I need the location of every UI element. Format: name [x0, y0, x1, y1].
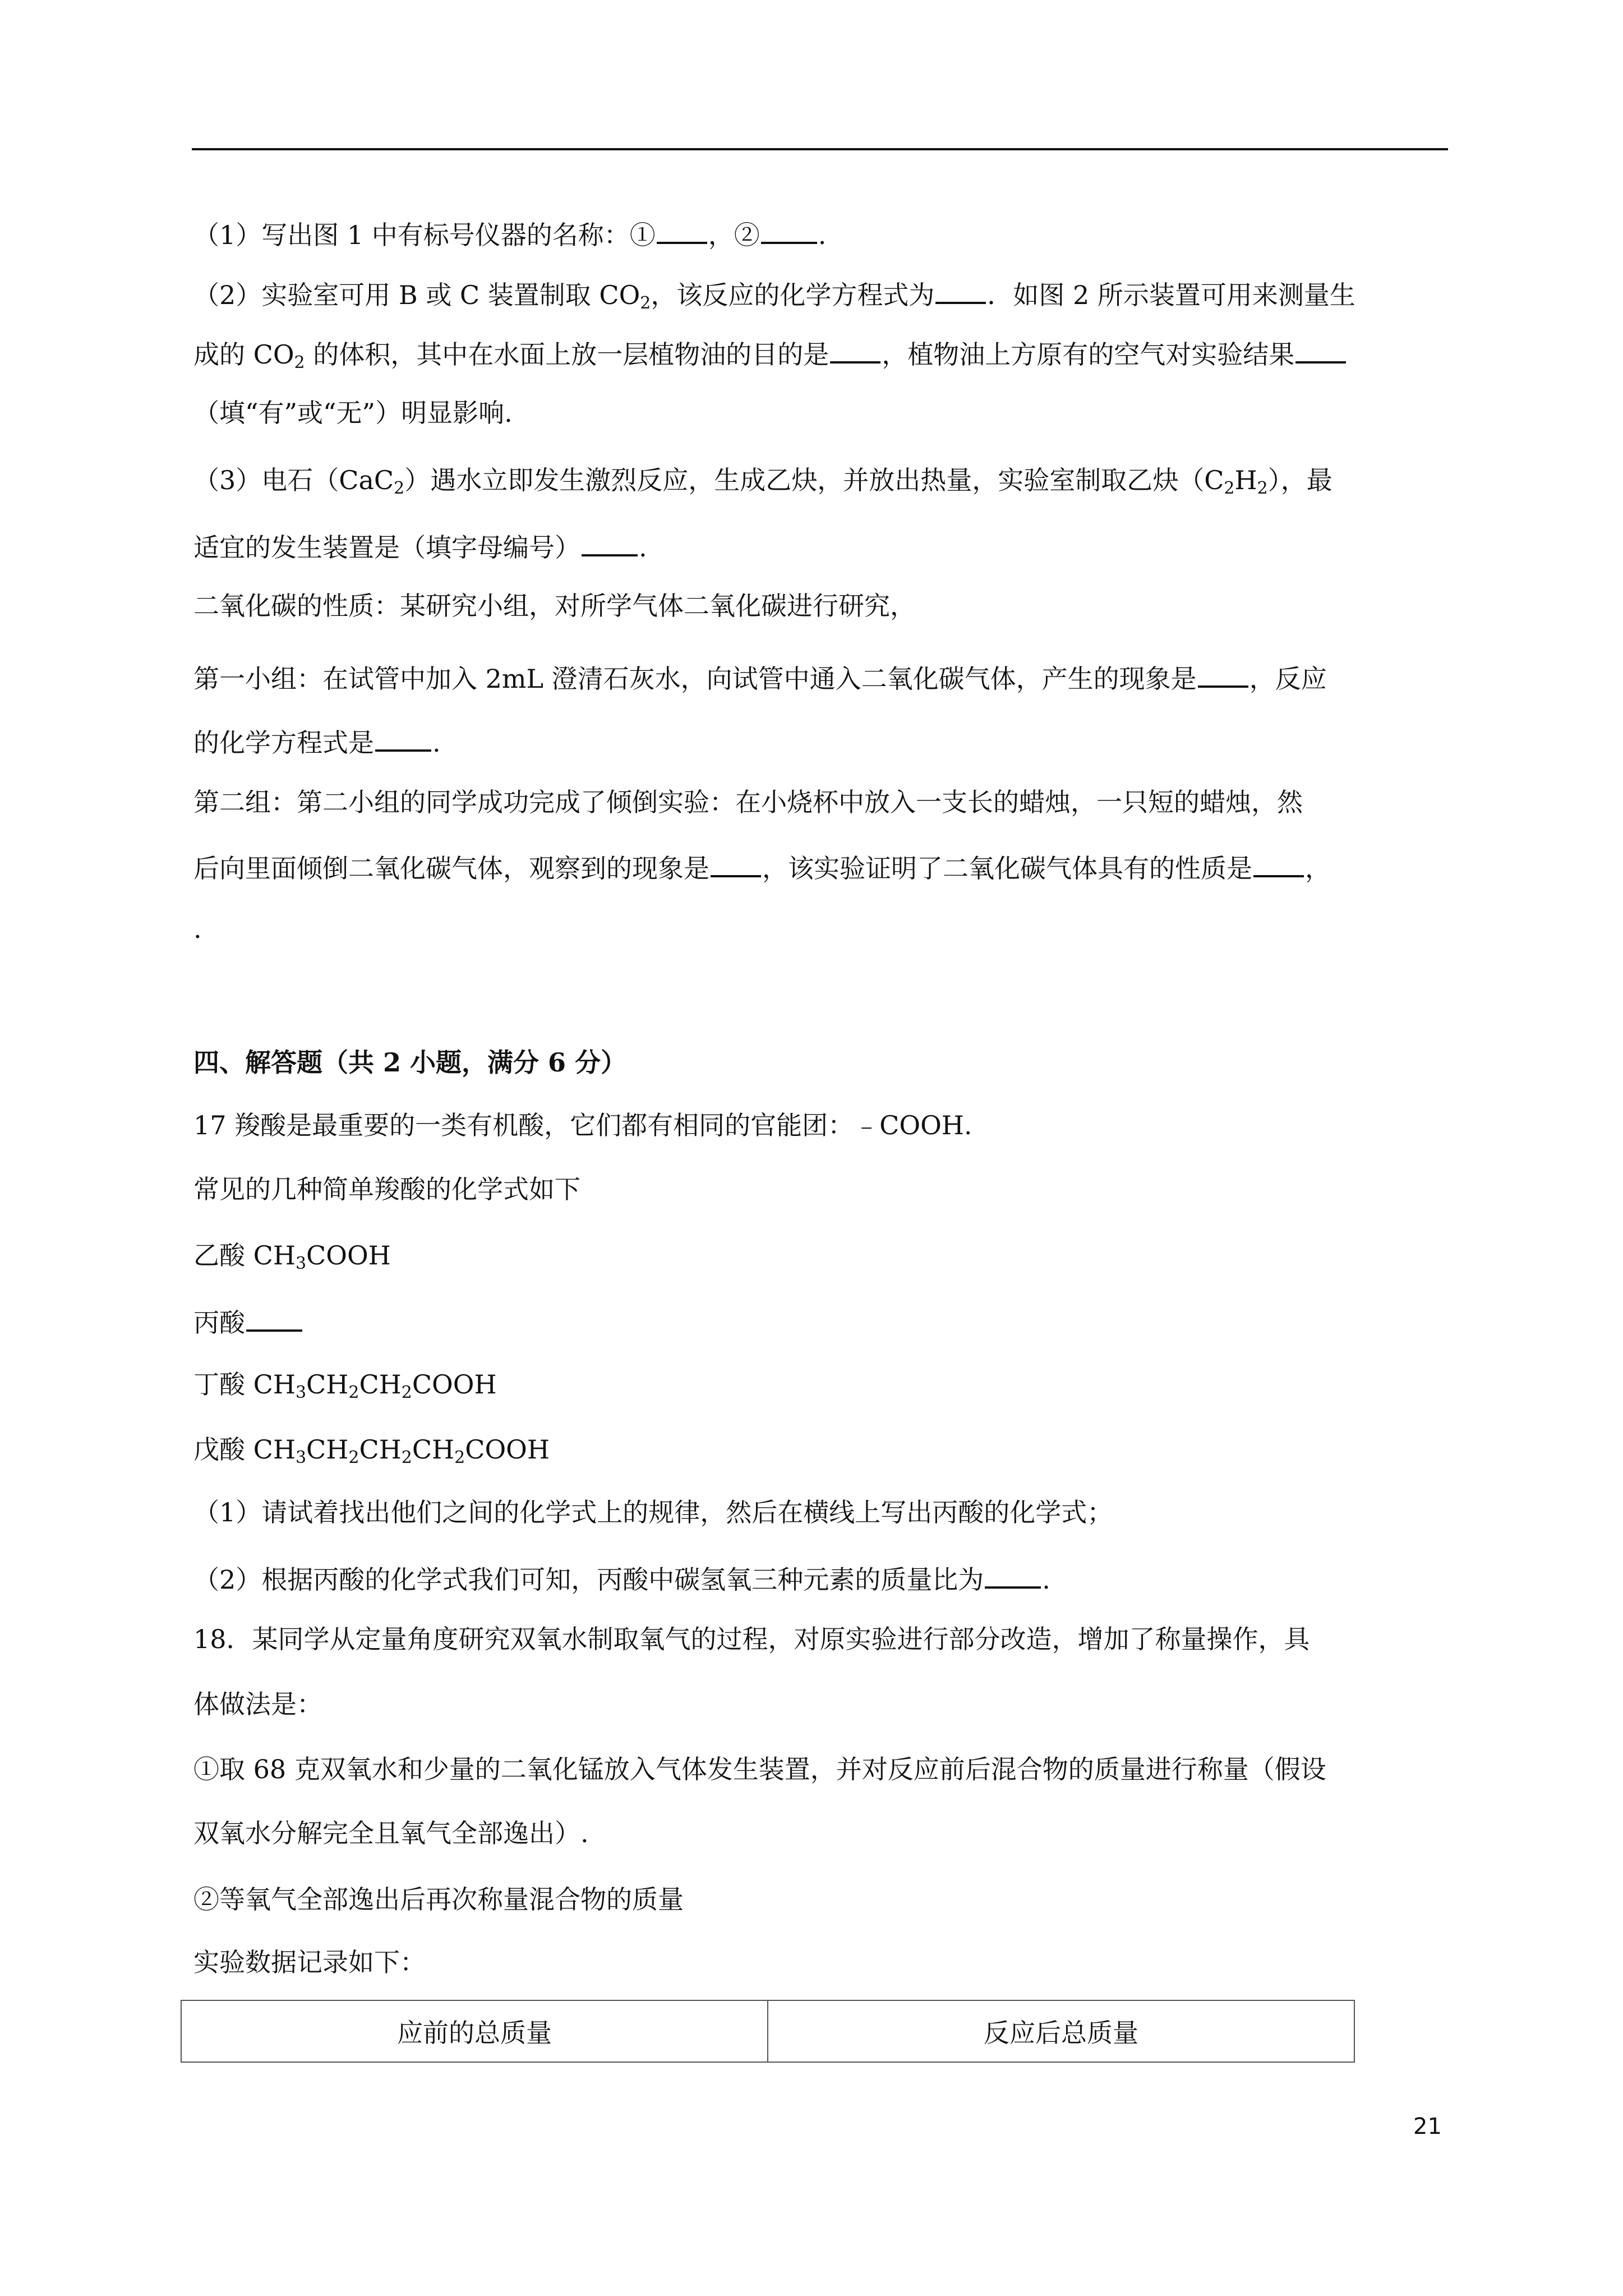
subscript: 2 [348, 1383, 359, 1402]
text: ）遇水立即发生激烈反应，生成乙炔，并放出热量，实验室制取乙炔（C [404, 465, 1224, 495]
answer-blank[interactable] [246, 1301, 302, 1332]
subscript: 2 [1257, 478, 1268, 498]
text: . [639, 532, 647, 563]
text: ①取 68 克双氧水和少量的二氧化锰放入气体发生装置，并对反应前后混合物的质量进行称量（假设 [193, 1754, 1326, 1784]
group1-line-1 [193, 657, 1450, 696]
text: 后向里面倾倒二氧化碳气体，观察到的现象是 [193, 853, 709, 884]
q-part-2-line-2 [193, 333, 1450, 371]
q18-step-1-line-1 [193, 1752, 1450, 1786]
text: . [193, 914, 202, 944]
text: 成的 CO [193, 339, 294, 370]
text: 第二组：第二小组的同学成功完成了倾倒实验：在小烧杯中放入一支长的蜡烛，一只短的蜡烛，然 [193, 787, 1303, 817]
text: H [1234, 465, 1257, 495]
text: CH [306, 1369, 349, 1400]
subscript: 3 [295, 1383, 307, 1402]
text: 的化学方程式是 [193, 728, 374, 758]
answer-blank[interactable] [657, 214, 707, 244]
q18-step-1-line-2 [193, 1816, 1450, 1850]
text: COOH [306, 1240, 391, 1271]
subscript: 2 [348, 1448, 359, 1467]
answer-blank[interactable] [711, 847, 761, 877]
table-header-before: 应前的总质量 [181, 2000, 768, 2062]
q17-part-1 [193, 1496, 1450, 1529]
q17-list-intro [193, 1172, 1450, 1206]
acid-propionic [193, 1301, 1450, 1340]
group2-line-2 [193, 847, 1450, 885]
text: ，② [708, 220, 760, 250]
text: ，该实验证明了二氧化碳气体具有的性质是 [762, 853, 1252, 884]
q18-record-intro [193, 1945, 1450, 1979]
answer-blank[interactable] [1295, 333, 1346, 364]
answer-blank[interactable] [935, 274, 986, 304]
text: ②等氧气全部逸出后再次称量混合物的质量 [193, 1884, 684, 1915]
header-rule [192, 148, 1448, 150]
answer-blank[interactable] [985, 1558, 1041, 1589]
answer-blank[interactable] [830, 333, 880, 364]
text: （2）根据丙酸的化学式我们可知，丙酸中碳氢氧三种元素的质量比为 [193, 1565, 984, 1595]
text: ．如图 2 所示装置可用来测量生 [987, 280, 1355, 310]
text: ，该反应的化学方程式为 [651, 280, 935, 310]
answer-blank[interactable] [375, 721, 431, 752]
subscript: 2 [454, 1448, 465, 1467]
text: 实验数据记录如下： [193, 1947, 426, 1977]
answer-blank[interactable] [761, 214, 817, 244]
table-header-after: 反应后总质量 [768, 2000, 1354, 2062]
answer-blank[interactable] [582, 526, 638, 556]
text: 戊酸 CH [193, 1434, 296, 1465]
text: ），最 [1267, 465, 1332, 495]
table-row [181, 2000, 1354, 2062]
group2-line-3 [193, 912, 1450, 946]
q18-line-2 [193, 1687, 1450, 1721]
section-heading [193, 1046, 1450, 1079]
text: （1）写出图 1 中有标号仪器的名称：① [193, 220, 656, 250]
text: 双氧水分解完全且氧气全部逸出）. [193, 1818, 589, 1848]
text: （填“有”或“无”）明显影响. [193, 398, 513, 428]
co2-intro [193, 589, 1450, 623]
text: ， [1305, 853, 1331, 884]
q17-part-2 [193, 1558, 1450, 1596]
text: 第一小组：在试管中加入 2mL 澄清石灰水，向试管中通入二氧化碳气体，产生的现象是 [193, 664, 1197, 694]
group2-line-1 [193, 785, 1450, 819]
q-part-3-line-1 [193, 463, 1450, 497]
answer-blank[interactable] [1253, 847, 1304, 877]
text: 丁酸 CH [193, 1369, 296, 1400]
subscript: 2 [401, 1383, 412, 1402]
text: CH [359, 1369, 402, 1400]
subscript: 2 [401, 1448, 412, 1467]
subscript: 2 [1224, 478, 1235, 498]
acid-butyric [193, 1368, 1450, 1401]
q-part-1 [193, 214, 1450, 252]
text: 乙酸 CH [193, 1240, 296, 1271]
text: COOH [465, 1434, 550, 1465]
subscript: 2 [394, 478, 405, 498]
subscript: 2 [640, 293, 651, 313]
text: 适宜的发生装置是（填字母编号） [193, 532, 580, 563]
group1-line-2 [193, 721, 1450, 760]
text: COOH [412, 1369, 497, 1400]
data-table [181, 2000, 1355, 2063]
text: CH [359, 1434, 402, 1465]
text: . [432, 728, 441, 758]
text: CH [306, 1434, 349, 1465]
q18-line-1 [193, 1622, 1450, 1656]
text: 常见的几种简单羧酸的化学式如下 [193, 1174, 580, 1204]
q17-intro [193, 1108, 1450, 1142]
text: 18．某同学从定量角度研究双氧水制取氧气的过程，对原实验进行部分改造，增加了称量操作，具 [193, 1624, 1310, 1654]
q-part-3-line-2 [193, 526, 1450, 564]
text: 四、解答题（共 2 小题，满分 6 分） [193, 1047, 627, 1078]
page-number: 21 [1413, 2114, 1442, 2139]
text: CH [412, 1434, 455, 1465]
subscript: 3 [295, 1448, 307, 1467]
text: 体做法是： [193, 1689, 322, 1719]
text: （1）请试着找出他们之间的化学式上的规律，然后在横线上写出丙酸的化学式； [193, 1497, 1113, 1527]
text: 的体积，其中在水面上放一层植物油的目的是 [305, 339, 829, 370]
text: ，植物油上方原有的空气对实验结果 [882, 339, 1295, 370]
text: 二氧化碳的性质：某研究小组，对所学气体二氧化碳进行研究， [193, 591, 916, 621]
q-part-2-line-3 [193, 396, 1450, 430]
text: 17 羧酸是最重要的一类有机酸，它们都有相同的官能团：﹣COOH. [193, 1110, 972, 1140]
subscript: 3 [295, 1254, 307, 1273]
acid-valeric [193, 1433, 1450, 1466]
subscript: 2 [294, 353, 305, 372]
answer-blank[interactable] [1198, 657, 1248, 688]
text: 丙酸 [193, 1308, 245, 1338]
text: . [1042, 1565, 1050, 1595]
acid-acetic [193, 1239, 1450, 1272]
text: （3）电石（CaC [193, 465, 394, 495]
q-part-2-line-1 [193, 274, 1450, 312]
q18-step-2 [193, 1883, 1450, 1916]
text: （2）实验室可用 B 或 C 装置制取 CO [193, 280, 640, 310]
text: . [818, 220, 827, 250]
text: ，反应 [1249, 664, 1327, 694]
